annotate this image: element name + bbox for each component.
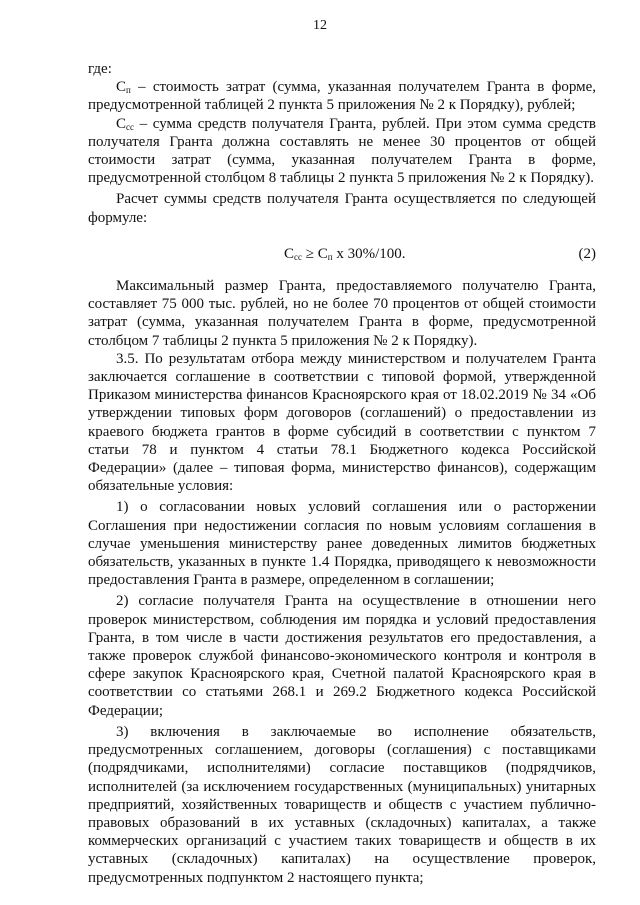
ccc-definition-text: – сумма средств получателя Гранта, рублей. При этом сумма средств получателя Гранта должна составлять не менее 30 процентов от общей стоимости затрат (сумма, указанная получателем Гранта в форме, предусмотренной столбцом 8 таблицы 2 пункта 5 приложения № 2 к Порядку). xyxy=(88,115,596,187)
formula-number: (2) xyxy=(578,245,596,262)
ccc-symbol: С xyxy=(116,115,127,132)
definition-ccc xyxy=(88,115,596,188)
condition-item-3: 3) включения в заключаемые во исполнение обязательств, предусмотренных соглашением, договоры (соглашения) с поставщиками (подрядчиками, исполнителями) согласие поставщиков (подрядчиков, исполнителей (за исключением государственных (муниципальных) унитарных предприятий, хозяйственных товариществ и обществ с участием публично-правовых образований в их уставных (складочных) капиталах, а также коммерческих организаций с участием таких товариществ и обществ в их уставных (складочных) капиталах) на осуществление проверок, предусмотренных подпунктом 2 настоящего пункта; xyxy=(88,723,596,886)
formula-lhs: С xyxy=(284,245,295,262)
body-text xyxy=(88,60,596,887)
paragraph-3-5: 3.5. По результатам отбора между министерством и получателем Гранта заключается соглашение в соответствии с типовой формой, утвержденной Приказом министерства финансов Красноярского края от 18.02.2019 № 34 «Об утверждении типовых форм договоров (соглашений) о предоставлении из краевого бюджета грантов в форме субсидий в соответствии с пунктом 7 статьи 78 и пунктом 4 статьи 78.1 Бюджетного кодекса Российской Федерации» (далее – типовая форма, министерство финансов), содержащим обязательные условия: xyxy=(88,350,596,495)
calculation-intro: Расчет суммы средств получателя Гранта осуществляется по следующей формуле: xyxy=(88,191,596,226)
condition-item-2: 2) согласие получателя Гранта на осуществление в отношении него проверок министерством, соблюдения им порядка и условий предоставления Гранта, в том числе в части достижения результатов его предоставления, а также проверок службой финансово-экономического контроля и контроля в сфере закупок Красноярского края, Счетной палатой Красноярского края в соответствии со статьями 268.1 и 269.2 Бюджетного кодекса Российской Федерации; xyxy=(88,593,596,719)
formula xyxy=(284,245,406,263)
formula-operator: ≥ xyxy=(302,245,318,262)
cp-subscript: п xyxy=(126,85,131,96)
formula-rhs-subscript: п xyxy=(327,251,333,262)
page-number: 12 xyxy=(313,18,327,33)
where-label: где: xyxy=(88,61,112,77)
definition-cp xyxy=(88,78,596,114)
formula-lhs-subscript: сс xyxy=(294,251,303,262)
formula-block xyxy=(88,245,596,263)
formula-rhs: С xyxy=(317,245,328,262)
ccc-subscript: сс xyxy=(126,121,135,132)
paragraph-max-grant: Максимальный размер Гранта, предоставляемого получателю Гранта, составляет 75 000 тыс. рублей, но не более 70 процентов от общей стоимости затрат (сумма, указанная получателем Гранта в форме, предусмотренной столбцом 7 таблицы 2 пункта 5 приложения № 2 к Порядку). xyxy=(88,278,596,349)
cp-definition-text: – стоимость затрат (сумма, указанная получателем Гранта в форме, предусмотренной таблицей 2 пункта 5 приложения № 2 к Порядку), рублей; xyxy=(88,79,596,114)
formula-rest: х 30%/100. xyxy=(332,245,406,262)
condition-item-1: 1) о согласовании новых условий соглашения или о расторжении Соглашения при недостижении согласия по новым условиям соглашения в случае уменьшения министерству ранее доведенных лимитов бюджетных обязательств, указанных в пункте 1.4 Порядка, приводящего к невозможности предоставления Гранта в размере, определенном в соглашении; xyxy=(88,499,596,589)
cp-symbol: С xyxy=(116,79,127,96)
